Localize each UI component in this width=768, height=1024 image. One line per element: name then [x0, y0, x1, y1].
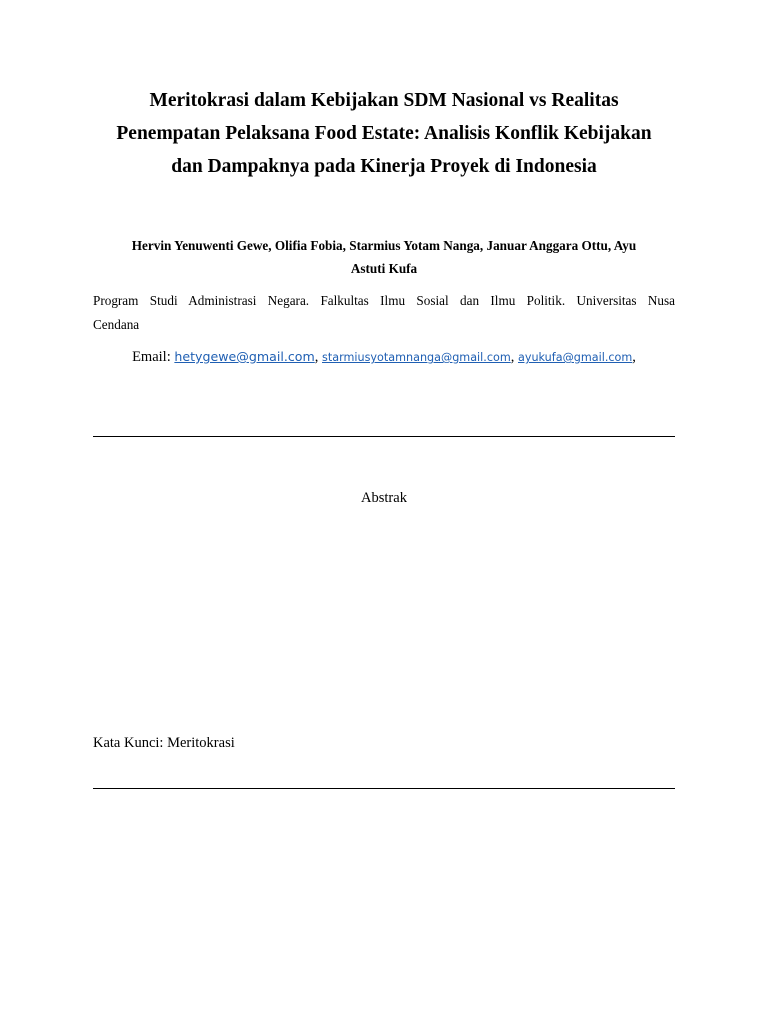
- email-separator: ,: [314, 349, 323, 365]
- paper-title: [83, 84, 685, 183]
- affiliation: [93, 289, 675, 337]
- email-link[interactable]: ayukufa@gmail.com: [517, 351, 633, 364]
- author-list: [93, 234, 675, 280]
- document-page: [93, 0, 675, 1024]
- keywords-label: Kata Kunci:: [93, 735, 168, 751]
- abstract-heading: Abstrak: [361, 490, 407, 506]
- author-line: Hervin Yenuwenti Gewe, Olifia Fobia, Starmius Yotam Nanga, Januar Anggara Ottu, Ayu: [131, 238, 637, 253]
- title-line: Penempatan Pelaksana Food Estate: Analisis Konflik Kebijakan: [116, 123, 652, 144]
- section-divider-bottom: [93, 788, 675, 789]
- keywords-value: Meritokrasi: [167, 735, 235, 751]
- affiliation-line: Program Studi Administrasi Negara. Falkultas Ilmu Sosial dan Ilmu Politik. Universitas Nusa: [93, 293, 675, 308]
- email-link[interactable]: starmiusyotamnanga@gmail.com: [322, 351, 511, 364]
- section-divider-top: [93, 436, 675, 437]
- title-line: dan Dampaknya pada Kinerja Proyek di Indonesia: [171, 156, 597, 177]
- email-separator: ,: [510, 349, 518, 365]
- affiliation-line: Cendana: [93, 317, 140, 332]
- title-line: Meritokrasi dalam Kebijakan SDM Nasional vs Realitas: [149, 90, 619, 111]
- email-link[interactable]: hetygewe@gmail.com: [174, 349, 315, 364]
- keywords: [93, 733, 675, 753]
- email-trailing-comma: ,: [632, 349, 636, 365]
- email-label: Email:: [132, 349, 175, 365]
- author-line: Astuti Kufa: [350, 261, 418, 276]
- email-line: [93, 346, 675, 369]
